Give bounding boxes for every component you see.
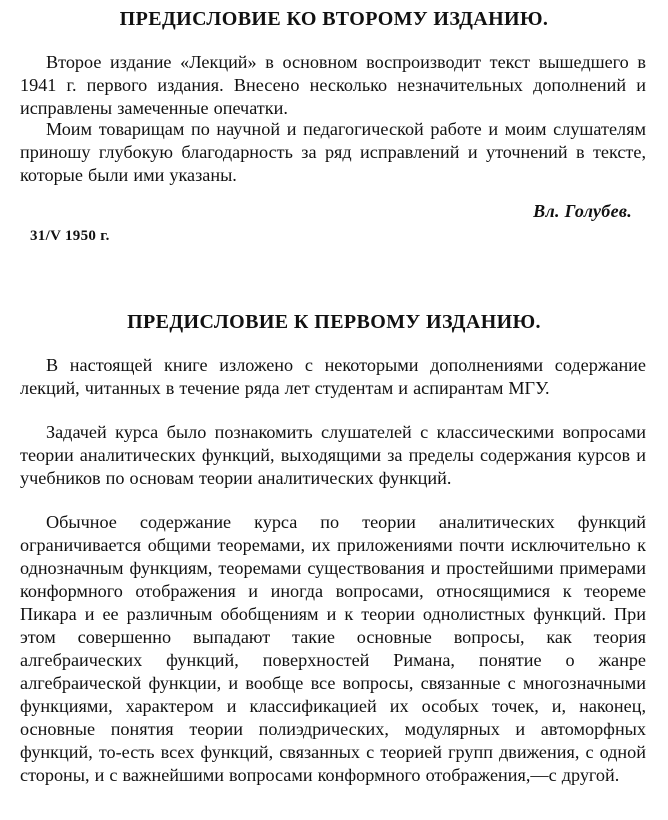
first-edition-paragraph-3: Обычное содержание курса по теории аналитических функций ограничивается общими теоремами, их приложениями почти исключительно к однозначным функциям, теоремами существования и простейшими примерами конформного отображения и иногда вопросами, относящимися к теореме Пикара и ее различным обобщениям и к теории однолистных функций. При этом совершенно выпадают такие основные вопросы, как теория алгебраических функций, поверхностей Римана, понятие о жанре алгебраической функции, и вообще все вопросы, связанные с многозначными функциями, характером и классификацией их особых точек, и, наконец, основные понятия теории полиэдрических, модулярных и автоморфных функций, то-есть всех функций, связанных с теорией групп движения, с одной стороны, и с важнейшими вопросами конформного отображения,—с другой. [20, 512, 646, 785]
first-edition-paragraph-1: В настоящей книге изложено с некоторыми дополнениями содержание лекций, читанных в течение ряда лет студентам и аспирантам МГУ. [20, 355, 646, 398]
second-edition-heading: ПРЕДИСЛОВИЕ КО ВТОРОМУ ИЗДАНИЮ. [119, 8, 549, 30]
second-edition-paragraph-1: Второе издание «Лекций» в основном воспроизводит текст вышедшего в 1941 г. первого издания. Внесено несколько незначительных дополнений и исправлены замеченные опечатки. [20, 52, 646, 118]
first-edition-paragraph-2: Задачей курса было познакомить слушателей с классическими вопросами теории аналитических функций, выходящими за пределы содержания курсов и учебников по основам теории аналитических функций. [20, 422, 646, 488]
preface-date: 31/V 1950 г. [30, 228, 110, 244]
first-edition-heading: ПРЕДИСЛОВИЕ К ПЕРВОМУ ИЗДАНИЮ. [127, 311, 541, 333]
author-signature: Вл. Голубев. [533, 201, 632, 221]
second-edition-paragraph-2: Моим товарищам по научной и педагогической работе и моим слушателям приношу глубокую благодарность за ряд исправлений и уточнений в тексте, которые были ими указаны. [20, 119, 646, 185]
